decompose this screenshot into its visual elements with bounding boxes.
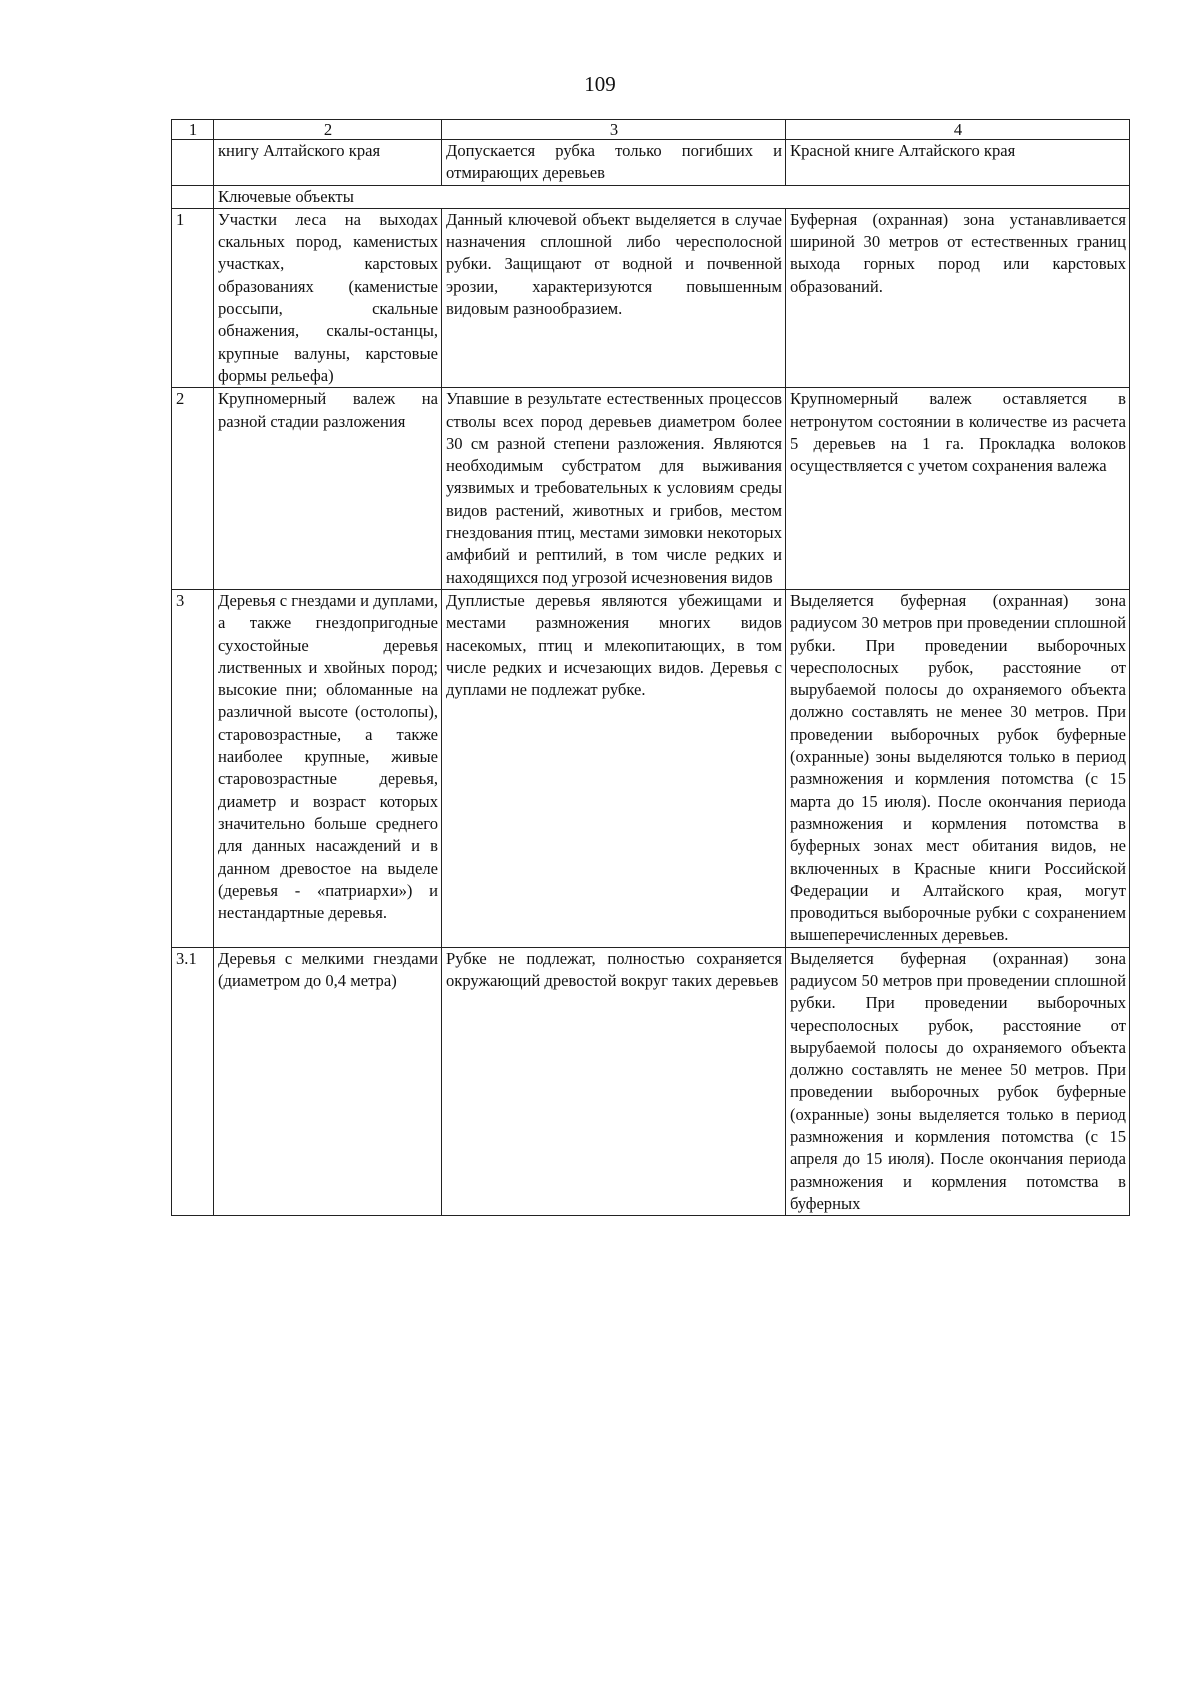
key-objects-table [171,119,1130,1216]
object-cell: книгу Алтайского края [214,140,442,186]
section-title: Ключевые объекты [214,185,1130,208]
description-cell: Упавшие в результате естественных процессов стволы всех пород деревьев диаметром более 30 см разной степени разложения. Являются необходимым субстратом для выживания уязвимых и требовательных к условиям среды видов растений, животных и грибов, местом гнездования птиц, местами зимовки некоторых амфибий и рептилий, в том числе редких и находящихся под угрозой исчезновения видов [442,388,786,590]
header-cell-4: 4 [786,120,1130,140]
measures-cell: Выделяется буферная (охранная) зона радиусом 30 метров при проведении сплошной рубки. При проведении выборочных чересполосных рубок, расстояние от вырубаемой полосы до охраняемого объекта должно составлять не менее 30 метров. При проведении выборочных рубок буферные (охранные) зоны выделяются только в период размножения и кормления потомства (с 15 марта до 15 июля). После окончания периода размножения и кормления потомства в буферных зонах мест обитания видов, не включенных в Красные книги Российской Федерации и Алтайского края, могут проводиться выборочные рубки с сохранением вышеперечисленных деревьев. [786,589,1130,947]
description-cell: Рубке не подлежат, полностью сохраняется окружающий древостой вокруг таких деревьев [442,947,786,1216]
page-number: 109 [584,72,616,96]
measures-cell: Красной книге Алтайского края [786,140,1130,186]
object-cell: Крупномерный валеж на разной стадии разложения [214,388,442,590]
section-row [172,185,1130,208]
row-number [172,140,214,186]
row-number: 3 [172,589,214,947]
measures-cell: Крупномерный валеж оставляется в нетронутом состоянии в количестве из расчета 5 деревьев на 1 га. Прокладка волоков осуществляется с учетом сохранения валежа [786,388,1130,590]
measures-cell: Буферная (охранная) зона устанавливается шириной 30 метров от естественных границ выхода горных пород или карстовых образований. [786,208,1130,387]
row-number: 3.1 [172,947,214,1216]
object-cell: Деревья с мелкими гнездами (диаметром до 0,4 метра) [214,947,442,1216]
table-row [172,947,1130,1216]
table-row [172,208,1130,387]
table-header-row [172,120,1130,140]
header-cell-2: 2 [214,120,442,140]
object-cell: Участки леса на выходах скальных пород, каменистых участках, карстовых образованиях (каменистые россыпи, скальные обнажения, скалы-останцы, крупные валуны, карстовые формы рельефа) [214,208,442,387]
description-cell: Дуплистые деревья являются убежищами и местами размножения многих видов насекомых, птиц и млекопитающих, в том числе редких и исчезающих видов. Деревья с дуплами не подлежат рубке. [442,589,786,947]
measures-cell: Выделяется буферная (охранная) зона радиусом 50 метров при проведении сплошной рубки. При проведении выборочных чересполосных рубок, расстояние от вырубаемой полосы до охраняемого объекта должно составлять не менее 50 метров. При проведении выборочных рубок буферные (охранные) зоны выделяется только в период размножения и кормления потомства (с 15 апреля до 15 июля). После окончания периода размножения и кормления потомства в буферных [786,947,1130,1216]
description-cell: Допускается рубка только погибших и отмирающих деревьев [442,140,786,186]
row-number: 1 [172,208,214,387]
row-number: 2 [172,388,214,590]
table-row [172,388,1130,590]
header-cell-3: 3 [442,120,786,140]
description-cell: Данный ключевой объект выделяется в случае назначения сплошной либо чересполосной рубки. Защищают от водной и почвенной эрозии, характеризуются повышенным видовым разнообразием. [442,208,786,387]
header-cell-1: 1 [172,120,214,140]
continuation-row [172,140,1130,186]
section-spacer [172,185,214,208]
table-row [172,589,1130,947]
object-cell: Деревья с гнездами и дуплами, а также гнездопригодные сухостойные деревья лиственных и хвойных пород; высокие пни; обломанные на различной высоте (остолопы), старовозрастные, а также наиболее крупные, живые старовозрастные деревья, диаметр и возраст которых значительно больше среднего для данных насаждений и в данном древостое на выделе (деревья - «патриархи») и нестандартные деревья. [214,589,442,947]
